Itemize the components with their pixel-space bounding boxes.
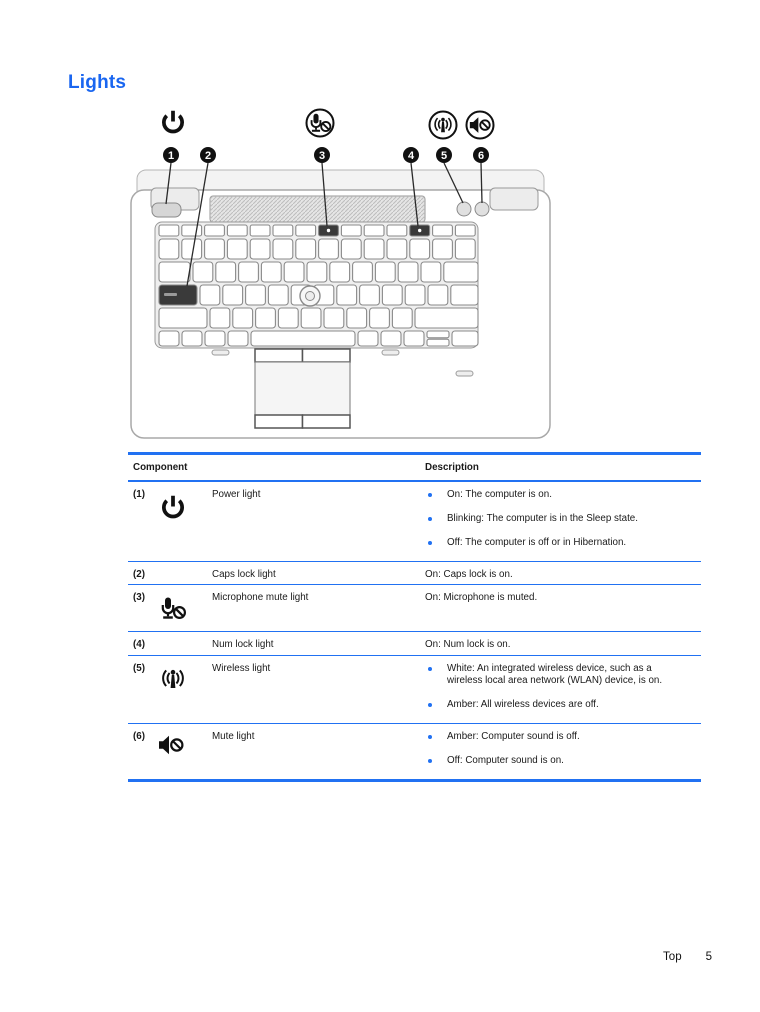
table-row xyxy=(128,632,701,656)
speaker-grille-texture xyxy=(210,196,425,222)
table-header-description: Description xyxy=(425,462,479,473)
component-number: (3) xyxy=(133,592,145,603)
palmrest-mark-left xyxy=(212,350,229,355)
palmrest-mark-far-right xyxy=(456,371,473,376)
table-header-component: Component xyxy=(133,462,188,473)
mute-icon xyxy=(470,117,490,133)
callout-badge-6: 6 xyxy=(477,150,485,162)
description-bullet: Amber: Computer sound is off. xyxy=(425,731,683,743)
component-table xyxy=(128,452,701,782)
wireless-icon xyxy=(435,118,451,132)
mute-icon xyxy=(158,735,184,755)
power-icon xyxy=(158,493,188,523)
component-icon-cell xyxy=(158,663,212,723)
description-bullet: On: The computer is on. xyxy=(425,489,683,501)
component-description xyxy=(425,663,701,723)
component-label: Num lock light xyxy=(212,639,274,650)
component-icon-cell xyxy=(158,639,212,655)
component-description xyxy=(425,731,701,779)
palmrest-mark-right xyxy=(382,350,399,355)
touchpad-top-right-button xyxy=(303,349,351,362)
callout-badge-2: 2 xyxy=(204,150,212,162)
pointing-stick-cap xyxy=(306,292,315,301)
table-row xyxy=(128,656,701,724)
component-icon-cell xyxy=(158,489,212,561)
wireless-button xyxy=(457,202,471,216)
microphone-mute-icon xyxy=(312,114,331,131)
component-icon-cell xyxy=(158,731,212,779)
touchpad-top-left-button xyxy=(255,349,303,362)
page-title: Lights xyxy=(68,72,127,93)
callout-badge-3: 3 xyxy=(318,150,326,162)
description-text: On: Caps lock is on. xyxy=(425,569,513,580)
mute-button xyxy=(475,202,489,216)
caps-lock-key-mark xyxy=(164,293,177,296)
microphone-mute-icon xyxy=(158,596,188,622)
component-number: (5) xyxy=(133,663,145,674)
description-bullet: Off: Computer sound is on. xyxy=(425,755,683,767)
callout-badge-5: 5 xyxy=(440,150,448,162)
table-row xyxy=(128,585,701,632)
laptop-illustration xyxy=(125,100,555,450)
component-number: (1) xyxy=(133,489,145,500)
table-header-row xyxy=(128,455,701,482)
power-icon xyxy=(164,111,182,132)
callout-badge-1: 1 xyxy=(167,150,175,162)
description-text: On: Microphone is muted. xyxy=(425,592,538,603)
component-label: Caps lock light xyxy=(212,569,276,580)
description-bullet: Amber: All wireless devices are off. xyxy=(425,699,683,711)
page-footer xyxy=(663,951,712,963)
right-hinge xyxy=(490,188,538,210)
num-lock-key-dot xyxy=(418,229,421,232)
mic-mute-key-dot xyxy=(327,229,330,232)
description-bullet: Blinking: The computer is in the Sleep state. xyxy=(425,513,683,525)
table-row xyxy=(128,562,701,585)
description-bullet: White: An integrated wireless device, such as a wireless local area network (WLAN) device, is on. xyxy=(425,663,683,687)
description-bullet: Off: The computer is off or in Hibernation. xyxy=(425,537,683,549)
description-text: On: Num lock is on. xyxy=(425,639,511,650)
footer-page-number: 5 xyxy=(705,951,712,963)
power-button xyxy=(152,203,181,217)
callout-badges xyxy=(163,147,489,163)
component-number: (4) xyxy=(133,639,145,650)
component-label: Wireless light xyxy=(212,663,271,674)
footer-chapter: Top xyxy=(663,951,682,963)
touchpad-bottom-left-button xyxy=(255,415,303,428)
table-row xyxy=(128,724,701,782)
component-icon-cell xyxy=(158,569,212,584)
component-icon-cell xyxy=(158,592,212,631)
component-label: Mute light xyxy=(212,731,255,742)
component-number: (2) xyxy=(133,569,145,580)
component-number: (6) xyxy=(133,731,145,742)
touchpad-bottom-right-button xyxy=(303,415,351,428)
component-description xyxy=(425,489,701,561)
wireless-icon xyxy=(158,667,188,691)
component-label: Microphone mute light xyxy=(212,592,309,603)
table-row xyxy=(128,482,701,562)
callout-badge-4: 4 xyxy=(407,150,415,162)
touchpad xyxy=(255,362,350,415)
component-label: Power light xyxy=(212,489,261,500)
